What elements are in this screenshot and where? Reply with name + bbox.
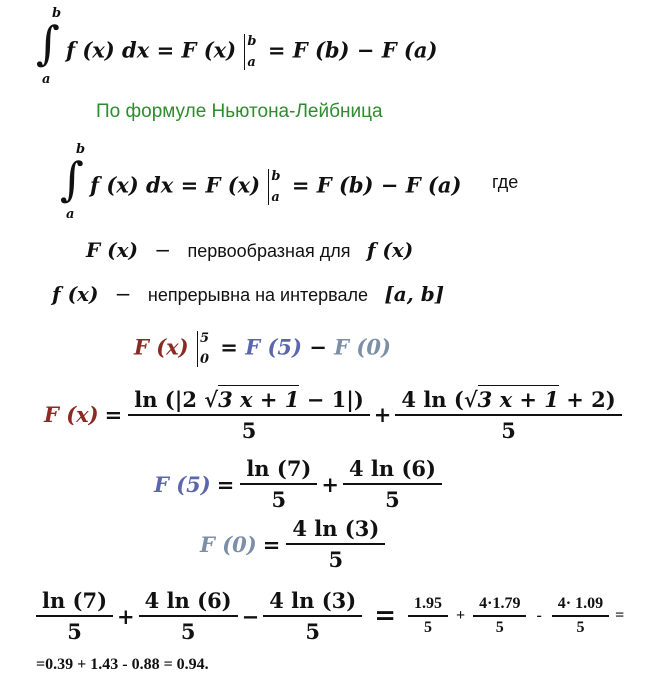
evaluation-bar: b a bbox=[268, 169, 280, 205]
lower-limit: a bbox=[42, 72, 51, 87]
where-word: где bbox=[492, 172, 519, 192]
evaluation-bar: b a bbox=[244, 34, 256, 70]
integral-expression: f (x) dx = F (x) b a = F (b) − F (a) bbox=[66, 34, 438, 70]
final-computation: $\frac{\ln (7)}{5}$ + $\frac{4 \ln (6)}{5}$ − $\frac{4 \ln (3)}{5}$ = $\frac{1.95}{5}$ + $\frac{4\cdot 1.79}{5}$ - $\frac{4\cdot 1.09}{5}$ = bbox=[36, 588, 630, 644]
fraction-ln-abs: $\frac{\ln (|2 √3 x + 1 - 1|)}{5}$ bbox=[131, 385, 367, 443]
integral-expression: f (x) dx = F (x) b a = F (b) − F (a) bbox=[90, 169, 462, 205]
integral-sign: ∫ bbox=[60, 152, 84, 206]
F0-formula: F (0) = $\frac{4 \ln (3)}{5}$ bbox=[200, 516, 385, 572]
integral-sign: ∫ bbox=[36, 16, 60, 70]
F5-formula: F (5) = $\frac{\ln (7)}{5}$ + $\frac{4 \ln (6)}{5}$ bbox=[154, 456, 442, 512]
definition-continuous: f (x) − непрерывна на интервале [a, b] bbox=[52, 282, 445, 306]
evaluation-line: F (x) 5 0 = F (5) − F (0) bbox=[134, 331, 391, 367]
upper-limit: b bbox=[52, 6, 62, 21]
final-result: =0.39 + 1.43 - 0.88 = 0.94. bbox=[36, 656, 209, 673]
upper-limit: b bbox=[76, 142, 86, 157]
fraction-4ln: $\frac{4 \ln (√3 x + 1 + 2)}{5}$ bbox=[398, 385, 618, 443]
definition-antiderivative: F (x) − первообразная для f (x) bbox=[86, 238, 414, 262]
antiderivative-formula: F (x) = $\frac{\ln (|2 √3 x + 1 - 1|)}{5}$ + $\frac{4 \ln (√3 x + 1 + 2)}{5}$ bbox=[44, 385, 622, 443]
lower-limit: a bbox=[66, 207, 75, 222]
newton-leibniz-caption: По формуле Ньютона-Лейбница bbox=[96, 101, 383, 122]
